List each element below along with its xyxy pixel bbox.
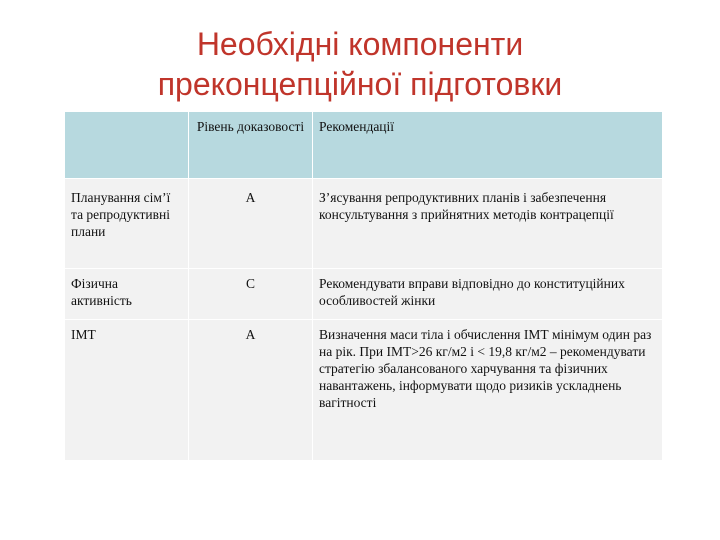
component-cell: ІМТ	[65, 320, 189, 461]
table-header-row	[65, 112, 663, 179]
level-cell: А	[189, 179, 313, 269]
component-cell: Планування сім’ї та репродуктивні плани	[65, 179, 189, 269]
level-cell: А	[189, 320, 313, 461]
recommendation-cell: Рекомендувати вправи відповідно до конституційних особливостей жінки	[313, 269, 663, 320]
header-cell-component	[65, 112, 189, 179]
component-cell: Фізична активність	[65, 269, 189, 320]
header-cell-evidence-level: Рівень доказовості	[189, 112, 313, 179]
title-line-2: преконцепційної підготовки	[157, 66, 563, 102]
table-row	[65, 179, 663, 269]
slide-title	[0, 24, 720, 104]
title-line-1: Необхідні компоненти	[196, 26, 524, 62]
level-cell: С	[189, 269, 313, 320]
recommendation-cell: Визначення маси тіла і обчислення ІМТ мінімум один раз на рік. При ІМТ>26 кг/м2 і < 19,8 кг/м2 – рекомендувати стратегію збалансованого харчування та фізичних навантажень, інформувати щодо ризиків ускладнень вагітності	[313, 320, 663, 461]
recommendations-table	[64, 111, 663, 461]
recommendation-cell: З’ясування репродуктивних планів і забезпечення консультування з прийнятних методів контрацепції	[313, 179, 663, 269]
table-row	[65, 320, 663, 461]
header-cell-recommendations: Рекомендації	[313, 112, 663, 179]
table-row	[65, 269, 663, 320]
